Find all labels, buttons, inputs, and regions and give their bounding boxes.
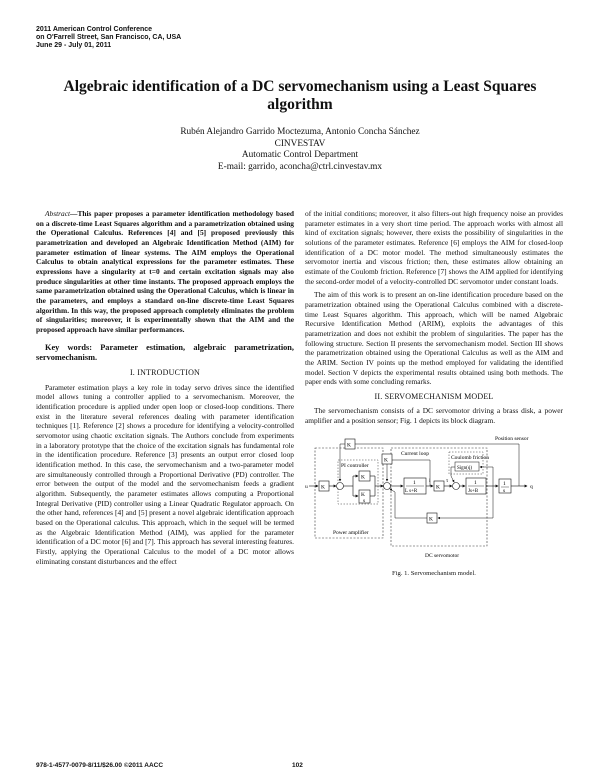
label-mech-den: Js+B xyxy=(468,488,479,494)
label-ks: K xyxy=(347,442,351,449)
conference-location: on O'Farrell Street, San Francisco, CA, USA xyxy=(36,34,182,41)
label-kc: K xyxy=(384,457,388,464)
author-block xyxy=(80,127,520,173)
author-department: Automatic Control Department xyxy=(241,150,359,160)
right-column xyxy=(305,209,563,578)
abstract-text: This paper proposes a parameter identification methodology based on a discrete-time Least Squares algorithm and a parametrization obtained using the Operational Calculus. References [4] and [5] proposed previously this parametrization and developed an Algebraic Identification Method (AIM) for parameter estimation of linear systems. The AIM employs the Operational Calculus to obtain analytical expressions for the parameter estimates. These expressions have a singularity at t=0 and certain excitation signals may also produce singularities at other time instants. The proposed approach employs the same parametrization obtained using the Operational Calculus, which is linear in the parameters, and employs a standard on-line discrete-time Least Squares algorithm. In this way, the proposed approach completely eliminates the problem of singularities; moreover, it is experimentally shown that the AIM and the proposed approach have similar performances. xyxy=(36,209,294,334)
author-email: E-mail: garrido, aconcha@ctrl.cinvestav.mx xyxy=(217,161,383,172)
label-int-den: s xyxy=(503,487,506,494)
intro-paragraph-continued: of the initial conditions; moreover, it also filters-out high frequency noise an provides parameter estimates in a very short time period. The approach works with almost all kind of excitation signals; however, there exists the possibility of singularities in the solutions of the parameter estimates. Reference [6] employs the AIM for closed-loop identification of a DC motor model. The method simultaneously estimates the servomotor inertia and viscous friction; then, these estimates allow obtaining an estimate of the Coulomb friction. Reference [7] shows the AIM applied for identifying the second-order model of a velocity-controlled DC servomotor under constant loads. xyxy=(305,209,563,286)
label-ki-s: s xyxy=(363,497,366,504)
power-amplifier-box xyxy=(315,448,383,538)
aim-paragraph: The aim of this work is to present an on-line identification procedure based on the parametrization obtained using the Operational Calculus combined with a discrete-time Least Squares algorithm. This approach, which will be named Algebraic Recursive Identification Method (ARIM), exploits the advantages of this parametrization and does not exhibit the problem of singularities. The paper has the following structure. Section II presents the servomechanism model. Section III shows the parametrization obtained using the Operational Calculus as well as the AIM and the ARIM. Section IV points up the method employed for validating the identified model. Section V depicts the experimental results obtained using both methods. The paper ends with some concluding remarks. xyxy=(305,290,563,387)
section-heading-introduction: I. INTRODUCTION xyxy=(129,368,201,378)
figure-caption: Fig. 1. Servomechanism model. xyxy=(392,569,476,577)
label-ki: K xyxy=(361,491,365,498)
label-sign: Sign(q̇) xyxy=(457,465,472,471)
label-elec-den: L s+R xyxy=(405,488,418,494)
summing-junction-1 xyxy=(337,482,344,489)
author-names: Rubén Alejandro Garrido Moctezuma, Antonio Concha Sánchez xyxy=(180,127,420,137)
paper-title: Algebraic identification of a DC servomechanism using a Least Squares algorithm xyxy=(63,78,537,113)
label-mech-num: 1 xyxy=(474,479,477,486)
section-heading-servomechanism: II. SERVOMECHANISM MODEL xyxy=(374,391,494,401)
conference-dates: June 29 - July 01, 2011 xyxy=(36,42,112,49)
abstract-label: Abstract xyxy=(45,209,71,218)
left-column xyxy=(36,209,294,570)
abstract xyxy=(36,209,294,335)
label-kp: K xyxy=(361,474,365,481)
label-pi-controller: PI controller xyxy=(341,462,369,469)
label-ke: K xyxy=(321,484,325,491)
label-kt: K xyxy=(436,484,440,491)
page-number: 102 xyxy=(292,762,303,769)
abstract-dash: — xyxy=(70,209,78,218)
label-dc-servomotor: DC servomotor xyxy=(425,552,460,559)
label-input-u: u xyxy=(305,483,308,490)
label-tau: τ xyxy=(446,477,449,484)
label-position-sensor: Position sensor xyxy=(495,435,529,442)
label-power-amplifier: Power amplifier xyxy=(333,529,369,536)
label-int-num: 1 xyxy=(503,480,506,487)
label-output-q: q xyxy=(530,483,533,490)
label-current-loop: Current loop xyxy=(401,450,429,457)
label-kb: K xyxy=(429,516,433,523)
intro-paragraph: Parameter estimation plays a key role in today servo drives since the identified model allows tuning a controller applied to a servomechanism. Moreover, the identification procedure is applied under open loop or closed-loop conditions. There exist in the literature several references dealing with parameter identification techniques [1]. Reference [2] shows a procedure for identifying a velocity-controlled servomotor using chaotic excitation signals. The Authors conclude from experiments in a laboratory prototype that the choice of the excitation signals has fundamental role in the identification procedure. Reference [3] presents an output error closed loop identification method. In this case, the servomechanism and a two-parameter model are simultaneously controlled through a Proportional Derivative (PD) controller. The error between the output of the model and the servomechanism feeds a gradient algorithm. Subsequently, the parameter estimates allows computing a Proportional Integral Derivative (PID) controller using a Linear Quadratic Regulator approach. On the other hand, references [4] and [5] present a novel algebraic identification approach based on the Operational calculus. This approach, which in the sequel will be termed as the Algebraic Identification Method (AIM), was applied for the parameter identification of a DC motor [6] and [7]. This approach has several interesting features. Firstly, applying the Operational Calculus to the model of a DC motor allows eliminating constant disturbances and the effect xyxy=(36,382,294,566)
label-coulomb-friction: Coulomb friction xyxy=(451,454,490,461)
conference-name: 2011 American Control Conference xyxy=(36,26,153,33)
summing-junction-2 xyxy=(384,482,391,489)
author-affiliation: CINVESTAV xyxy=(274,138,326,149)
block-diagram xyxy=(305,430,563,567)
servo-paragraph: The servomechanism consists of a DC servomotor driving a brass disk, a power amplifier and a position sensor; Fig. 1 depicts its block diagram. xyxy=(305,406,563,426)
keywords: Key words: Parameter estimation, algebraic parametrization, servomechanism. xyxy=(36,342,294,362)
summing-junction-3 xyxy=(453,482,460,489)
label-elec-num: 1 xyxy=(413,479,416,486)
block-diagram-figure xyxy=(305,430,563,567)
footer-copyright: 978-1-4577-0079-8/11/$26.00 ©2011 AACC xyxy=(36,762,164,769)
conference-header xyxy=(36,26,181,50)
